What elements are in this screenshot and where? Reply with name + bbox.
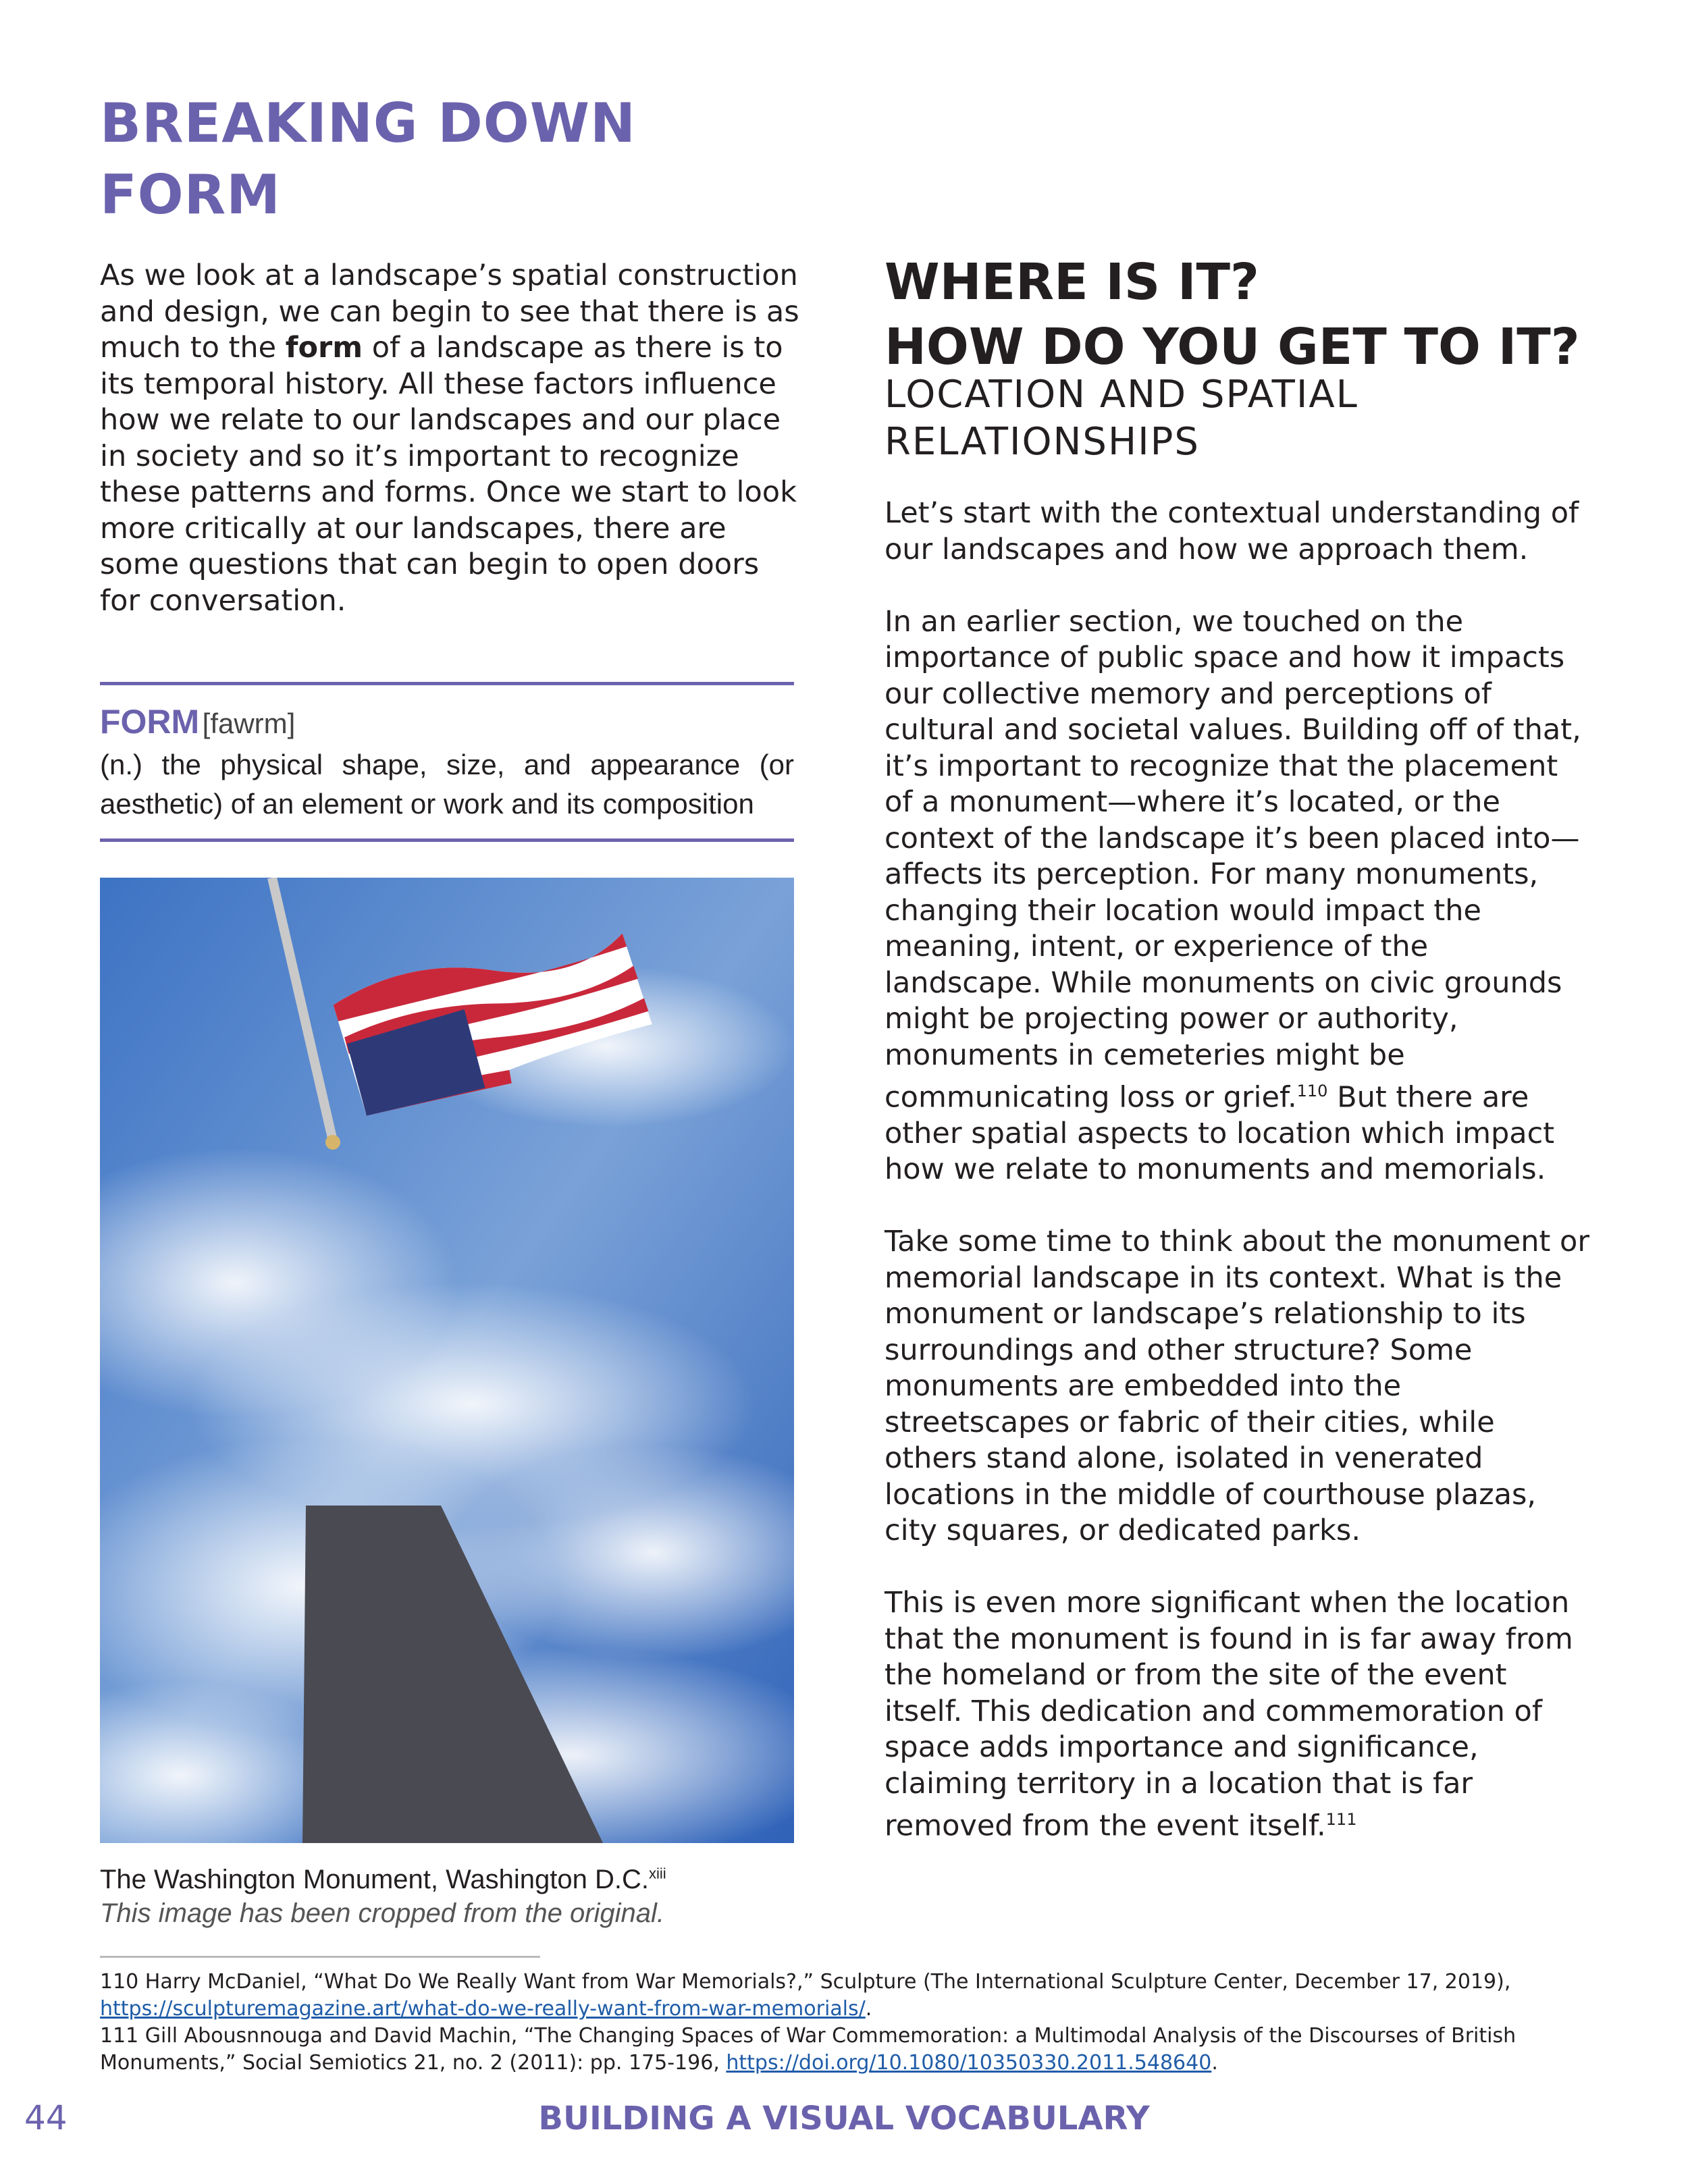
paragraph-text: This is even more significant when the location that the monument is found in is far away from the homeland or from the site of the event itself. This dedication and commemoration of space adds importance and significance, claiming territory in a location that is far removed from the event itself. [885, 1586, 1573, 1843]
photo-caption [100, 1865, 666, 1895]
footnote-divider [100, 1956, 540, 1958]
divider [100, 838, 794, 842]
footnote-ref[interactable]: 111 [1325, 1810, 1357, 1830]
washington-monument-photo [100, 878, 794, 1843]
footnotes [100, 1969, 1585, 2077]
heading-line-1: WHERE IS IT? [885, 253, 1259, 311]
paragraph-text: But there are other spatial aspects to location which impact how we relate to monuments and memorials. [885, 1080, 1555, 1187]
right-column-body [885, 496, 1593, 1881]
footnote-ref[interactable]: 110 [1296, 1082, 1328, 1100]
section-heading [885, 250, 1580, 379]
paragraph: Take some time to think about the monument or memorial landscape in its context. What is the monument or landscape’s relationship to its surroundings and other structure? Some monuments are embedded into the streetscapes or fabric of their cities, while others stand alone, isolated in venerated locations in the middle of courthouse plazas, city squares, or dedicated parks. [885, 1225, 1590, 1548]
definition-term: FORM [100, 703, 200, 741]
footnote-text: 110 Harry McDaniel, “What Do We Really Want from War Memorials?,” Sculpture (The International Sculpture Center, December 17, 2019), [100, 1970, 1511, 1994]
definition-box [100, 702, 794, 824]
caption-endnote-ref[interactable]: xiii [648, 1865, 666, 1882]
divider [100, 682, 794, 685]
footnote-110 [100, 1969, 1585, 2023]
caption-title: The Washington Monument, Washington D.C. [100, 1865, 649, 1894]
page-number: 44 [24, 2098, 68, 2137]
intro-bold: form [285, 331, 363, 365]
section-subheading [885, 371, 1359, 466]
intro-paragraph [100, 258, 802, 619]
footnote-111 [100, 2023, 1585, 2077]
paragraph-text: In an earlier section, we touched on the importance of public space and how it impacts our collective memory and perceptions of cultural and societal values. Building off of that, it’s important to recognize that the placement of a monument—where it’s located, or the context of the landscape it’s been placed into—affects its perception. For many monuments, changing their location would impact the meaning, intent, or experience of the landscape. While monuments on civic grounds might be projecting power or authority, monuments in cemeteries might be communicating loss or grief. [885, 604, 1581, 1115]
paragraph [885, 604, 1593, 1188]
definition-pronunciation: [fawrm] [202, 708, 296, 739]
intro-text: As we look at a landscape’s spatial construction and design, we can begin to see that there is as much to the [100, 259, 799, 365]
photo-caption-note: This image has been cropped from the original. [100, 1898, 665, 1928]
running-footer: BUILDING A VISUAL VOCABULARY [538, 2100, 1150, 2137]
footnote-end: . [865, 1997, 872, 2021]
footnote-end: . [1211, 2051, 1218, 2075]
subheading-line-2: RELATIONSHIPS [885, 420, 1200, 464]
title-line-1: BREAKING DOWN [100, 92, 636, 155]
title-line-2: FORM [100, 163, 281, 226]
heading-line-2: HOW DO YOU GET TO IT? [885, 318, 1580, 376]
footnote-text: 111 Gill Abousnnouga and David Machin, “The Changing Spaces of War Commemoration: a Multimodal Analysis of the Discourses of British Monuments,” Social Semiotics 21, no. 2 (2011): pp. 175-196, [100, 2024, 1516, 2075]
paragraph: Let’s start with the contextual understanding of our landscapes and how we approach them. [885, 496, 1579, 566]
definition-meaning: (n.) the physical shape, size, and appearance (or aesthetic) of an element or work and its composition [100, 749, 794, 820]
page-title [100, 88, 843, 231]
intro-text-end: of a landscape as there is to its temporal history. All these factors influence how we relate to our landscapes and our place in society and so it’s important to recognize these patterns and forms. Once we start to look more critically at our landscapes, there are some questions that can begin to open doors for conversation. [100, 331, 797, 618]
subheading-line-1: LOCATION AND SPATIAL [885, 373, 1359, 417]
footnote-link[interactable]: https://sculpturemagazine.art/what-do-we-really-want-from-war-memorials/ [100, 1997, 866, 2021]
footnote-link[interactable]: https://doi.org/10.1080/10350330.2011.548640 [726, 2051, 1212, 2075]
paragraph [885, 1585, 1593, 1844]
